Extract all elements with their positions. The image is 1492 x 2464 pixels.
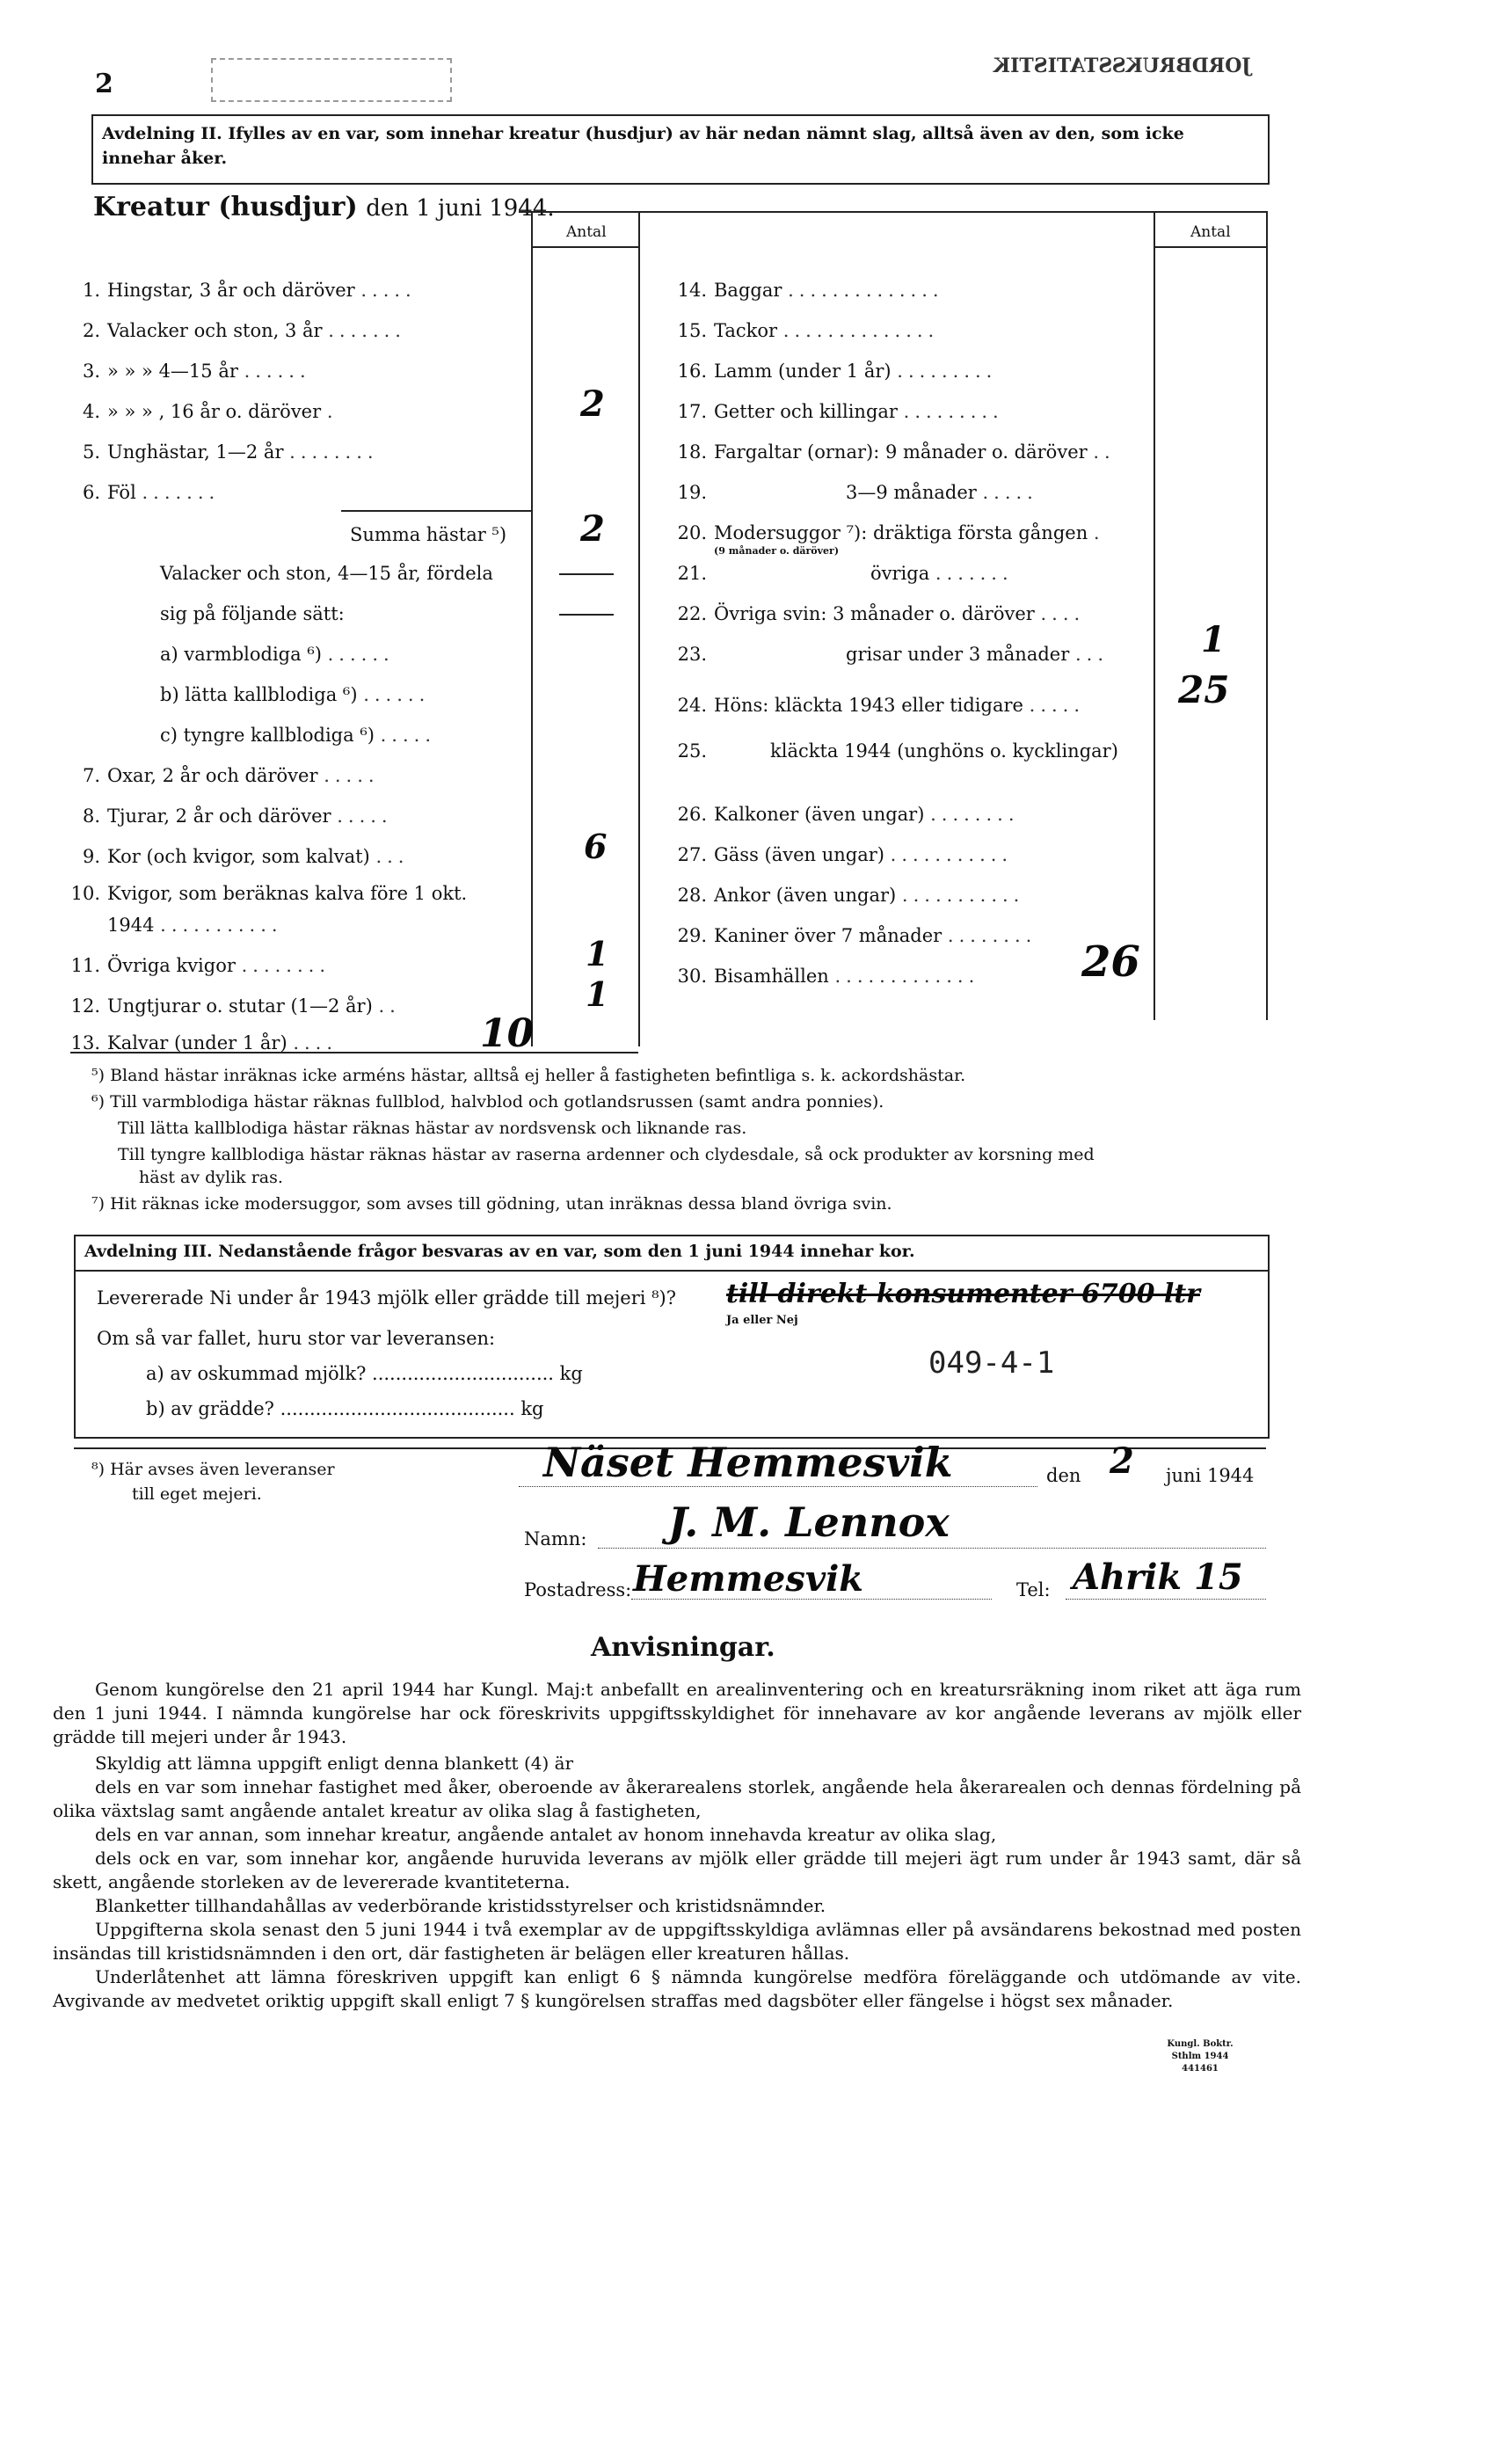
pencil-box	[211, 58, 452, 102]
postadress-rule	[631, 1599, 992, 1600]
right-row-25: 25. kläckta 1944 (unghöns o. kycklingar)	[677, 740, 1118, 762]
right-row-29: 29. Kaniner över 7 månader ........	[677, 925, 1037, 946]
title-rest: den 1 juni 1944.	[366, 195, 555, 222]
antal-underline-left	[531, 246, 638, 248]
right-row-21: 21. övriga .......	[677, 563, 1014, 584]
footnote-6b: Till lätta kallblodiga hästar räknas hästar av nordsvensk och liknande ras.	[118, 1119, 747, 1138]
fordela-dash-2	[559, 614, 614, 616]
footnote-8b: till eget mejeri.	[132, 1484, 262, 1504]
sub-row-b: b) lätta kallblodiga ⁶) ......	[160, 684, 431, 705]
right-row-16: 16. Lamm (under 1 år) .........	[677, 361, 998, 382]
left-value-11: 1	[586, 934, 609, 973]
left-row-3: 3. » » » 4—15 år ......	[82, 361, 311, 382]
summa-row: Summa hästar ⁵)	[350, 524, 507, 545]
den-label: den	[1046, 1465, 1081, 1486]
tel-label: Tel:	[1016, 1579, 1051, 1600]
section-3-q2: Om så var fallet, huru stor var leveransen:	[97, 1328, 496, 1349]
anvisningar-p3: dels en var som innehar fastighet med åker, oberoende av åkerarealens storlek, angående hela åkerarealen och dennas fördelning på olika växtslag samt angående antalet kreatur av olika slag å fastigheten,	[53, 1776, 1301, 1821]
footnote-6d: häst av dylik ras.	[139, 1168, 283, 1187]
right-row-26: 26. Kalkoner (även ungar) ........	[677, 804, 1020, 825]
anvisningar-p5: dels ock en var, som innehar kor, angående huruvida leverans av mjölk eller grädde till mejeri ägt rum under år 1943 samt, där så skett, angående storleken av de levererade kvantiteterna.	[53, 1848, 1301, 1892]
tel-value: Ahrik 15	[1073, 1556, 1243, 1598]
table-bottom-rule-left	[70, 1052, 638, 1053]
left-value-12: 1	[586, 974, 609, 1014]
page-number: 2	[95, 69, 113, 99]
summa-rule	[341, 510, 531, 512]
left-row-13: 13. Kalvar (under 1 år) ....	[70, 1032, 338, 1053]
left-value-13: 10	[480, 1011, 535, 1056]
place-value: Näset Hemmesvik	[543, 1439, 953, 1486]
right-value-23: 1	[1201, 619, 1226, 660]
stamp-code: 049-4-1	[928, 1345, 1055, 1381]
namn-rule	[598, 1548, 1266, 1549]
left-row-1: 1. Hingstar, 3 år och däröver .....	[82, 280, 417, 301]
right-row-19: 19. 3—9 månader .....	[677, 482, 1038, 503]
left-value-9: 6	[584, 827, 608, 866]
left-row-7: 7. Oxar, 2 år och däröver .....	[82, 765, 380, 786]
anvisningar-p1: Genom kungörelse den 21 april 1944 har Kungl. Maj:t anbefallt en arealinventering och en kreatursräkning inom riket att äga rum den 1 juni 1944. I nämnda kungörelse har ock föreskrivits uppgiftsskyldighet för innehavare av kor angående leverans av mjölk eller grädde till mejeri under år 1943.	[53, 1679, 1301, 1747]
right-col-rule-1	[1154, 211, 1155, 1020]
ja-nej-label: Ja eller Nej	[726, 1314, 798, 1327]
section-3-heading: Avdelning III. Nedanstående frågor besvaras av en var, som den 1 juni 1944 innehar kor.	[84, 1242, 915, 1261]
section-3-box	[74, 1235, 1270, 1439]
section-3-qa: a) av oskummad mjölk? ............................... kg	[146, 1363, 583, 1384]
place-rule	[519, 1486, 1037, 1487]
left-col-rule-2	[638, 211, 640, 1046]
printer-mark: Kungl. Boktr. Sthlm 1944 441461	[1167, 2039, 1234, 2074]
postadress-value: Hemmesvik	[633, 1558, 864, 1600]
footnote-6a: ⁶) Till varmblodiga hästar räknas fullblod, halvblod och gotlandsrussen (samt andra ponnies).	[91, 1092, 884, 1112]
footnote-8a: ⁸) Här avses även leveranser	[91, 1460, 335, 1479]
left-row-10b: 1944 ...........	[107, 915, 283, 936]
right-row-23: 23. grisar under 3 månader ...	[677, 644, 1109, 665]
sub-row-c: c) tyngre kallblodiga ⁶) .....	[160, 725, 437, 746]
right-row-17: 17. Getter och killingar .........	[677, 401, 1004, 422]
modersuggor-note: (9 månader o. däröver)	[714, 545, 840, 557]
fordela-label: Valacker och ston, 4—15 år, fördela	[160, 563, 493, 584]
footnote-5: ⁵) Bland hästar inräknas icke arméns hästar, alltså ej heller å fastigheten befintliga s. k. ackordshästar.	[91, 1066, 966, 1085]
antal-header-right: Antal	[1190, 223, 1231, 241]
namn-value: J. M. Lennox	[668, 1498, 950, 1546]
left-value-4: 2	[580, 383, 605, 425]
anvisningar-p2: Skyldig att lämna uppgift enligt denna blankett (4) är	[95, 1753, 574, 1774]
section-2-heading: Avdelning II. Ifylles av en var, som innehar kreatur (husdjur) av här nedan nämnt slag, alltså även av den, som icke innehar åker.	[102, 124, 1184, 168]
footnote-7: ⁷) Hit räknas icke modersuggor, som avses till gödning, utan inräknas dessa bland övriga svin.	[91, 1194, 892, 1214]
left-row-12: 12. Ungtjurar o. stutar (1—2 år) ..	[70, 995, 401, 1017]
section-3-answer: till direkt konsumenter 6700 ltr	[726, 1279, 1200, 1309]
anvisningar-p7: Uppgifterna skola senast den 5 juni 1944 i två exemplar av de uppgiftsskyldiga avlämnas eller på avsändarens bekostnad med posten insändas till kristidsnämnden i den ort, där fastigheten är belägen eller kreaturen hållas.	[53, 1919, 1301, 1964]
left-row-9: 9. Kor (och kvigor, som kalvat) ...	[82, 846, 410, 867]
right-row-14: 14. Baggar ..............	[677, 280, 944, 301]
anvisningar-p4: dels en var annan, som innehar kreatur, angående antalet av honom innehavda kreatur av olika slag,	[95, 1824, 997, 1845]
antal-underline-right	[1154, 246, 1266, 248]
left-row-8: 8. Tjurar, 2 år och däröver .....	[82, 806, 393, 827]
anvisningar-p6: Blanketter tillhandahållas av vederbörande kristidsstyrelser och kristidsnämnder.	[95, 1895, 826, 1916]
left-row-4: 4. » » » , 16 år o. däröver .	[82, 401, 338, 422]
right-row-30: 30. Bisamhällen .............	[677, 966, 980, 987]
section-2-heading-box	[91, 114, 1270, 185]
fordela-label-2: sig på följande sätt:	[160, 603, 345, 624]
left-row-6: 6. Föl .......	[82, 482, 221, 503]
title-bold: Kreatur (husdjur)	[93, 192, 358, 222]
sub-row-a: a) varmblodiga ⁶) ......	[160, 644, 395, 665]
left-row-5: 5. Unghästar, 1—2 år ........	[82, 441, 379, 463]
anvisningar-p8: Underlåtenhet att lämna föreskriven uppgift kan enligt 6 § nämnda kungörelse medföra föreläggande och utdömande av vite. Avgivande av medvetet oriktig uppgift skall enligt 7 § kungörelsen straffas med dagsböter eller fängelse i högst sex månader.	[53, 1966, 1301, 2011]
left-row-10: 10. Kvigor, som beräknas kalva före 1 okt.	[70, 883, 468, 904]
right-row-18: 18. Fargaltar (ornar): 9 månader o. däröver ..	[677, 441, 1116, 463]
left-col-rule-1	[531, 211, 533, 1046]
anvisningar-title: Anvisningar.	[591, 1632, 775, 1663]
section-3-q1: Levererade Ni under år 1943 mjölk eller grädde till mejeri ⁸)?	[97, 1287, 677, 1309]
left-row-11: 11. Övriga kvigor ........	[70, 955, 331, 976]
fordela-dash-1	[559, 573, 614, 575]
section-2-title	[93, 192, 555, 222]
day-value: 2	[1110, 1440, 1134, 1482]
section-3-qb: b) av grädde? ........................................ kg	[146, 1398, 544, 1419]
right-row-27: 27. Gäss (även ungar) ...........	[677, 844, 1014, 865]
right-value-30: 26	[1081, 937, 1140, 987]
left-row-2: 2. Valacker och ston, 3 år .......	[82, 320, 406, 341]
namn-label: Namn:	[524, 1528, 587, 1549]
tel-rule	[1066, 1599, 1266, 1600]
right-row-28: 28. Ankor (även ungar) ...........	[677, 885, 1025, 906]
right-value-24: 25	[1178, 668, 1230, 711]
right-row-15: 15. Tackor ..............	[677, 320, 940, 341]
mirrored-header: JORDBRUKSSTATISTIK	[993, 55, 1251, 77]
right-row-22: 22. Övriga svin: 3 månader o. däröver ....	[677, 603, 1086, 624]
summa-value: 2	[580, 508, 605, 550]
right-row-20: 20. Modersuggor ⁷): dräktiga första gången .	[677, 522, 1105, 543]
right-col-rule-2	[1266, 211, 1268, 1020]
month-year: juni 1944	[1166, 1465, 1255, 1486]
postadress-label: Postadress:	[524, 1579, 632, 1600]
antal-header-left: Antal	[566, 223, 607, 241]
footnote-6c: Till tyngre kallblodiga hästar räknas hästar av raserna ardenner och clydesdale, så ock produkter av korsning med	[118, 1145, 1095, 1164]
right-row-24: 24. Höns: kläckta 1943 eller tidigare .....	[677, 695, 1086, 716]
